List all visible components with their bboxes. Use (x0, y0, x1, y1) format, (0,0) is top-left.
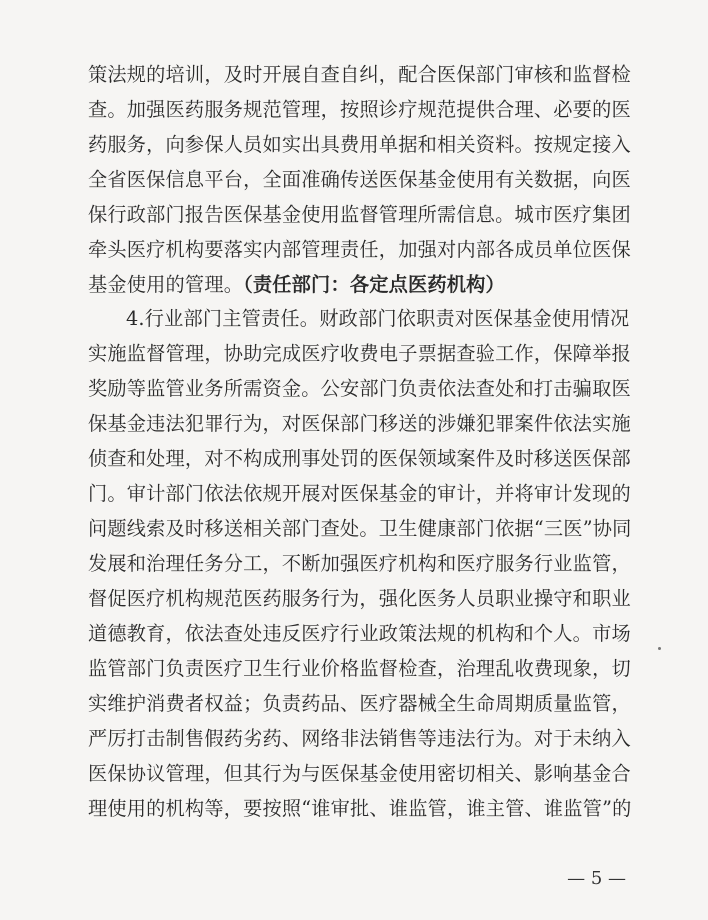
scan-speck (658, 647, 661, 650)
text-line: 侦查和处理，对不构成刑事处罚的医保领域案件及时移送医保部 (88, 447, 631, 470)
text-line: 严厉打击制售假药劣药、网络非法销售等违法行为。对于未纳入 (88, 727, 631, 750)
text-line: 实施监督管理，协助完成医疗收费电子票据查验工作，保障举报 (88, 342, 631, 365)
responsible-department: （责任部门：各定点医药机构） (243, 273, 505, 296)
text-line: 问题线索及时移送相关部门查处。卫生健康部门依据“三医”协同 (88, 517, 632, 540)
text-line: 督促医疗机构规范医药服务行为，强化医务人员职业操守和职业 (88, 587, 631, 610)
text-line: 理使用的机构等，要按照“谁审批、谁监管，谁主管、谁监管”的 (88, 797, 632, 820)
text-line: 药服务，向参保人员如实出具费用单据和相关资料。按规定接入 (88, 133, 631, 156)
text-line: 全省医保信息平台，全面准确传送医保基金使用有关数据，向医 (88, 168, 631, 191)
text-line: 监管部门负责医疗卫生行业价格监督检查，治理乱收费现象，切 (88, 657, 631, 680)
text-line: 牵头医疗机构要落实内部管理责任，加强对内部各成员单位医保 (88, 238, 631, 261)
text-line (88, 268, 628, 302)
text-line: 医保协议管理，但其行为与医保基金使用密切相关、影响基金合 (88, 762, 631, 785)
text-line: 发展和治理任务分工，不断加强医疗机构和医疗服务行业监管， (88, 552, 631, 575)
text-line: 实维护消费者权益；负责药品、医疗器械全生命周期质量监管， (88, 692, 631, 715)
text-line: 保行政部门报告医保基金使用监督管理所需信息。城市医疗集团 (88, 203, 631, 226)
text-line: 查。加强医药服务规范管理，按照诊疗规范提供合理、必要的医 (88, 98, 631, 121)
text-segment: 基金使用的管理。 (88, 273, 244, 296)
text-line: 门。审计部门依法依规开展对医保基金的审计，并将审计发现的 (88, 482, 631, 505)
text-line: 4.行业部门主管责任。财政部门依职责对医保基金使用情况 (126, 307, 630, 330)
text-line: 道德教育，依法查处违反医疗行业政策法规的机构和个人。市场 (88, 622, 631, 645)
text-line: 奖励等监管业务所需资金。公安部门负责依法查处和打击骗取医 (88, 377, 631, 400)
page-number: — 5 — (567, 868, 626, 889)
text-line: 保基金违法犯罪行为，对医保部门移送的涉嫌犯罪案件依法实施 (88, 412, 631, 435)
text-line: 策法规的培训，及时开展自查自纠，配合医保部门审核和监督检 (88, 63, 631, 86)
